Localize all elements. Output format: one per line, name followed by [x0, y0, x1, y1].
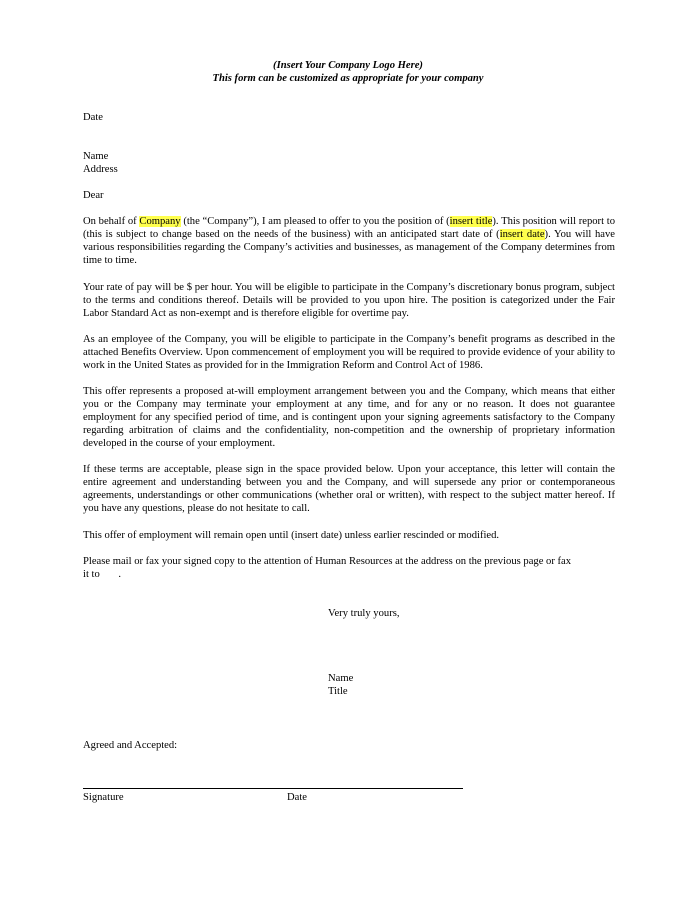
paragraph-text: ). You will have various responsibilities regarding the Company’s activities and businesses, as management of the Company determines from time to time.	[83, 229, 615, 266]
signature-label: Signature	[83, 792, 124, 803]
paragraph-text: ). This position will report to (this is subject to change based on the needs of the business) with an anticipated start date of (	[83, 216, 615, 240]
recipient-name: Name	[83, 151, 109, 162]
acceptance-terms-paragraph: If these terms are acceptable, please sign in the space provided below. Upon your acceptance, this letter will contain the entire agreement and understanding between you and the Company, and will supersede any prior or contemporaneous agreements, understandings or other communications (whether oral or written), with respect to the subject matter hereof. If you have any questions, please do not hesitate to call.	[83, 464, 615, 514]
signature-date-label: Date	[287, 792, 307, 803]
date-field: Date	[83, 112, 103, 123]
signer-name: Name	[328, 673, 354, 684]
company-placeholder: Company	[139, 216, 181, 227]
salutation-dear: Dear	[83, 190, 104, 201]
recipient-address: Address	[83, 164, 118, 175]
paragraph-text: (the “Company”), I am pleased to offer to you the position of (	[180, 216, 450, 227]
logo-placeholder-line: (Insert Your Company Logo Here)	[273, 60, 423, 71]
return-instructions-line-1: Please mail or fax your signed copy to the attention of Human Resources at the address on the previous page or fax	[83, 556, 572, 567]
title-placeholder: insert title	[449, 216, 493, 227]
return-instructions-line-2: it to .	[83, 569, 121, 580]
start-date-placeholder: insert date	[499, 229, 545, 240]
signer-title: Title	[328, 686, 348, 697]
customization-note: This form can be customized as appropriate for your company	[212, 73, 484, 84]
agreed-accepted-label: Agreed and Accepted:	[83, 740, 178, 751]
paragraph-text: On behalf of	[83, 216, 140, 227]
closing-salutation: Very truly yours,	[328, 608, 400, 619]
offer-expiry-paragraph: This offer of employment will remain open until (insert date) unless earlier rescinded or modified.	[83, 530, 500, 541]
benefits-paragraph: As an employee of the Company, you will be eligible to participate in the Company’s benefit programs as described in the attached Benefits Overview. Upon commencement of employment you will be required to provide evidence of your ability to work in the United States as provided for in the Immigration Reform and Control Act of 1986.	[83, 334, 615, 371]
position-offer-paragraph	[83, 215, 615, 267]
pay-rate-paragraph: Your rate of pay will be $ per hour. You will be eligible to participate in the Company’s discretionary bonus program, subject to the terms and conditions thereof. Details will be provided to you upon hire. The position is categorized under the Fair Labor Standard Act as non-exempt and is therefore eligible for overtime pay.	[83, 282, 615, 319]
signature-line	[83, 788, 463, 789]
at-will-paragraph: This offer represents a proposed at-will employment arrangement between you and the Company, which means that either you or the Company may terminate your employment at any time, and for any or no reason. It does not guarantee employment for any specified period of time, and is contingent upon your signing agreements satisfactory to the Company regarding arbitration of claims and the confidentiality, non-competition and the ownership of proprietary information developed in the course of your employment.	[83, 386, 615, 449]
